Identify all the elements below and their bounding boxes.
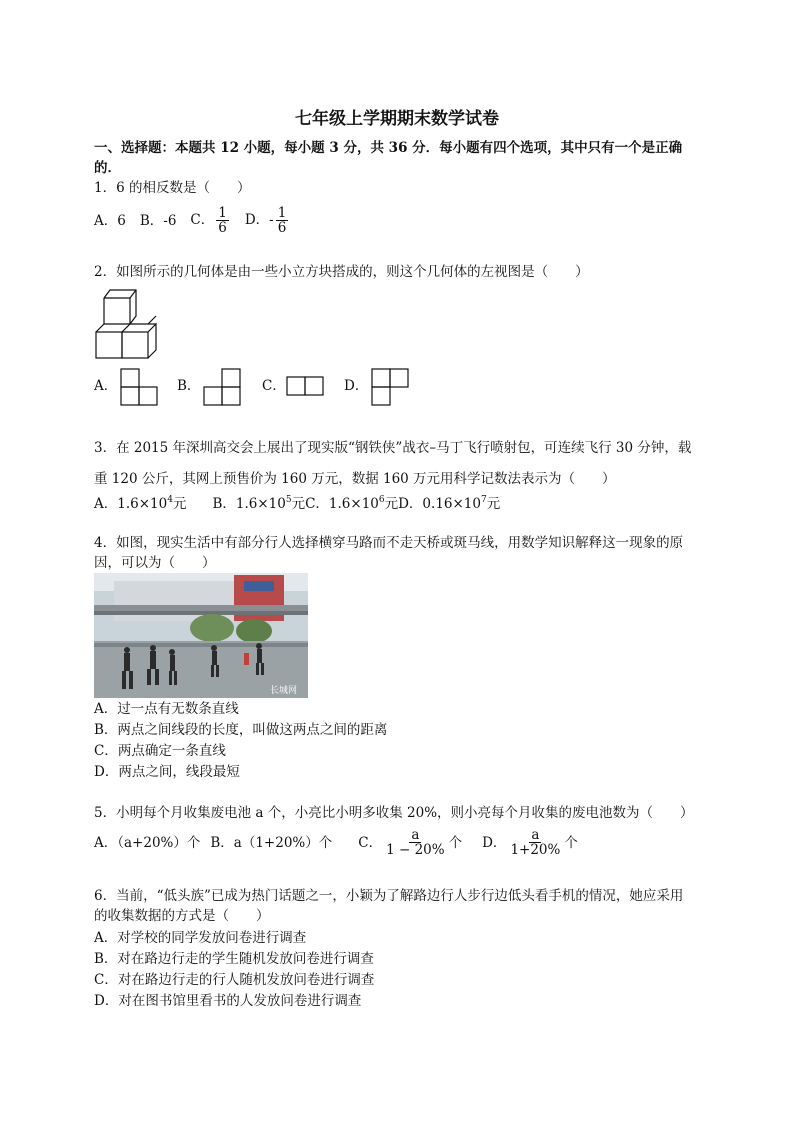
question-1-stem: 1．6 的相反数是（ ） [94,180,251,196]
q2-option-b-view [203,368,243,408]
q2-option-d: D． [344,378,369,394]
section-heading-line1: 一、选择题：本题共 12 小题，每小题 3 分，共 36 分．每小题有四个选项，其中只有一个是正确 [94,140,683,156]
question-2-stem: 2．如图所示的几何体是由一些小立方块搭成的，则这个几何体的左视图是（ ） [94,264,589,280]
question-3-options [94,490,500,514]
q5-option-b: B．a（1+20%）个 [210,834,333,851]
q5-option-d: D． $\frac{a}{1+20\%}$ 个 [482,827,578,859]
question-2-solid-figure [94,288,158,362]
q6-option-b: B．对在路边行走的学生随机发放问卷进行调查 [94,951,374,967]
q3-option-a: A．$1.6\times 10^4$元 [94,495,187,512]
q5-option-c: C． $\frac{a}{1 - 20\%}$ 个 [358,827,463,859]
q2-option-d-view [371,368,411,408]
q2-option-a-view [120,368,160,408]
question-6-line1: 6．当前，“低头族”已成为热门话题之一，小颖为了解路边行人步行边低头看手机的情况，她应采用 [94,888,684,904]
q2-option-c-view [286,376,326,398]
question-5-options [94,828,578,857]
street-crossing-photo [94,573,308,698]
q6-option-a: A．对学校的同学发放问卷进行调查 [94,930,307,946]
q2-option-a: A． [94,378,118,394]
q2-option-c: C． [262,378,286,394]
q1-option-a: A．6 [94,212,126,229]
q1-option-d: D．- $\frac{1}{6}$ [244,205,287,237]
page-title: 七年级上学期期末数学试卷 [295,109,499,129]
question-5-stem: 5．小明每个月收集废电池 a 个，小亮比小明多收集 20%，则小亮每个月收集的废电池数为（ ） [94,805,694,821]
q1-option-c: C． $\frac{1}{6}$ [190,205,227,237]
question-3-line1: 3．在 2015 年深圳高交会上展出了现实版“钢铁侠”战衣–马丁飞行喷射包，可连续飞行 30 分钟，载 [94,440,692,456]
question-6-line2: 的收集数据的方式是（ ） [94,908,270,924]
question-3-line2: 重 120 公斤，其网上预售价为 160 万元，数据 160 万元用科学记数法表示为（ ） [94,471,616,487]
q2-option-b: B． [177,378,201,394]
q3-option-c: C．$1.6\times 10^6$元 [305,495,399,512]
q4-option-c: C．两点确定一条直线 [94,743,226,759]
q4-option-a: A．过一点有无数条直线 [94,701,239,717]
section-heading-line2: 的． [94,160,121,176]
question-4-line2: 因，可以为（ ） [94,555,216,571]
q4-option-d: D．两点之间，线段最短 [94,764,240,780]
q3-option-b: B．$1.6\times 10^5$元 [212,495,306,512]
question-1-options [94,206,290,235]
q5-option-a: A．（a+20%）个 [94,834,201,851]
q4-option-b: B．两点之间线段的长度，叫做这两点之间的距离 [94,722,388,738]
q6-option-c: C．对在路边行走的行人随机发放问卷进行调查 [94,972,375,988]
street-photo-illustration [94,573,308,698]
q6-option-d: D．对在图书馆里看书的人发放问卷进行调查 [94,993,362,1009]
q1-option-b: B．-6 [139,212,177,229]
question-4-line1: 4．如图，现实生活中有部分行人选择横穿马路而不走天桥或斑马线，用数学知识解释这一现象的原 [94,535,684,551]
q3-option-d: D．$0.16\times 10^7$元 [398,495,501,512]
photo-watermark: 长城网 [270,686,298,696]
